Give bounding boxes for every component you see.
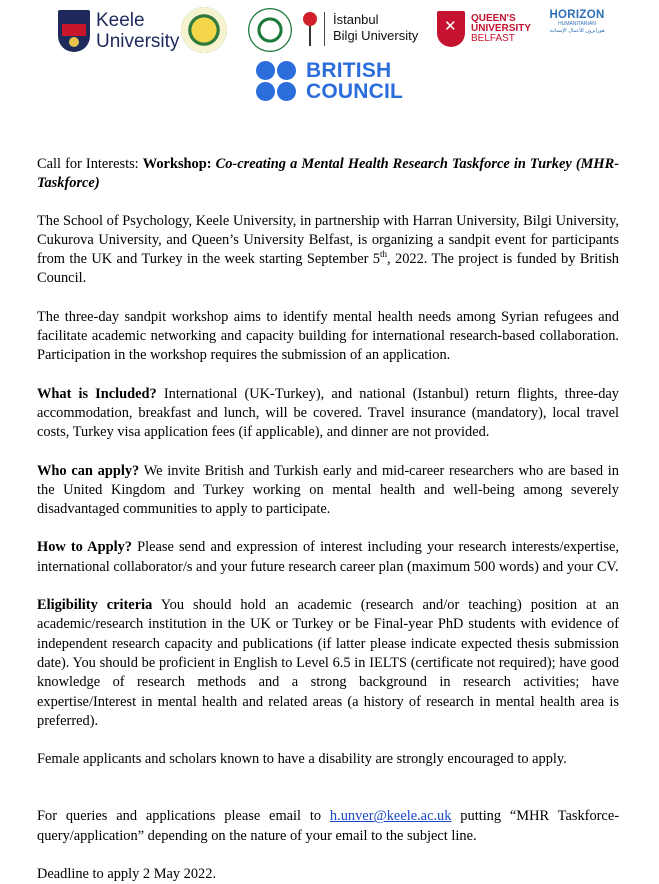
bilgi-university-logo [301, 10, 431, 50]
british-council-dots-icon [256, 61, 298, 103]
keele-wordmark: Keele University [96, 10, 180, 52]
horizon-humanitarian-logo: HORIZON HUMANITARIAN هورايزون للأعمال الإنسانية [549, 9, 605, 34]
keele-crest-icon [58, 10, 90, 52]
aims-paragraph: The three-day sandpit workshop aims to identify mental health needs among Syrian refugees and facilitate academic networking and capacity building for international research-based collaboration. Participation in the workshop requires the submission of an application. [37, 308, 619, 364]
contact-email-link[interactable]: h.unver@keele.ac.uk [329, 808, 452, 825]
deadline-paragraph: Deadline to apply 2 May 2022. [37, 866, 217, 883]
document-title: Call for Interests: Workshop: Co-creating a Mental Health Research Taskforce in Turkey (MHR-Taskforce) [37, 156, 620, 192]
logo-strip [0, 0, 659, 110]
how-label: How to Apply? [37, 539, 132, 556]
qub-wordmark: QUEEN'S UNIVERSITY BELFAST [471, 13, 532, 44]
british-council-logo [256, 59, 416, 105]
eligibility-label: Eligibility criteria [37, 597, 153, 614]
keele-university-logo [58, 8, 180, 54]
queries-paragraph: For queries and applications please email to h.unver@keele.ac.uk putting “MHR Taskforce-query/application” depending on the nature of your email to the subject line. [37, 808, 619, 844]
who-paragraph: Who can apply? We invite British and Turkish early and mid-career researchers who are based in the United Kingdom and Turkey working on mental health and well-being among severely disadvantaged communities to apply to participate. [37, 462, 619, 518]
qub-crest-icon [437, 11, 465, 47]
bilgi-wordmark: İstanbul Bilgi University [333, 12, 419, 43]
intro-paragraph: The School of Psychology, Keele University, in partnership with Harran University, Bilgi University, Cukurova University, and Queen’s University Belfast, is organizing a sandpit event for participants from the UK and Turkey in the week starting September 5th, 2022. The project is funded by British Council. [37, 212, 619, 287]
included-label: What is Included? [37, 385, 157, 402]
who-label: Who can apply? [37, 462, 140, 479]
included-paragraph: What is Included? International (UK-Turkey), and national (Istanbul) return flights, three-day accommodation, breakfast and lunch, will be covered. Travel insurance (mandatory), local travel costs, Turkey visa application fees (if applicable), and dinner are not provided. [37, 385, 619, 441]
cukurova-university-seal-icon [248, 8, 292, 52]
female-applicants-paragraph: Female applicants and scholars known to have a disability are strongly encouraged to apply. [37, 751, 567, 768]
how-paragraph: How to Apply? Please send and expression of interest including your research interests/expertise, international collaborator/s and your future research career plan (maximum 500 words) and your CV. [37, 539, 619, 575]
bilgi-mark-icon [303, 12, 317, 26]
harran-university-seal-icon [181, 7, 227, 53]
eligibility-paragraph: Eligibility criteria You should hold an academic (research and/or teaching) position at an academic/research institution in the UK or Turkey or be Final-year PhD students with evidence of independent research capacity and publications (if latter please indicate expected thesis submission date). You should be proficient in English to Level 6.5 in IELTS (certificate not required); have good knowledge of research methods and a strong background in research activities; have expertise/Interest in mental health and related areas (a history of research in mental health area is preferred). [37, 597, 619, 729]
document-body [37, 155, 619, 884]
queens-university-belfast-logo [437, 11, 537, 49]
british-council-wordmark: BRITISH COUNCIL [306, 59, 404, 103]
